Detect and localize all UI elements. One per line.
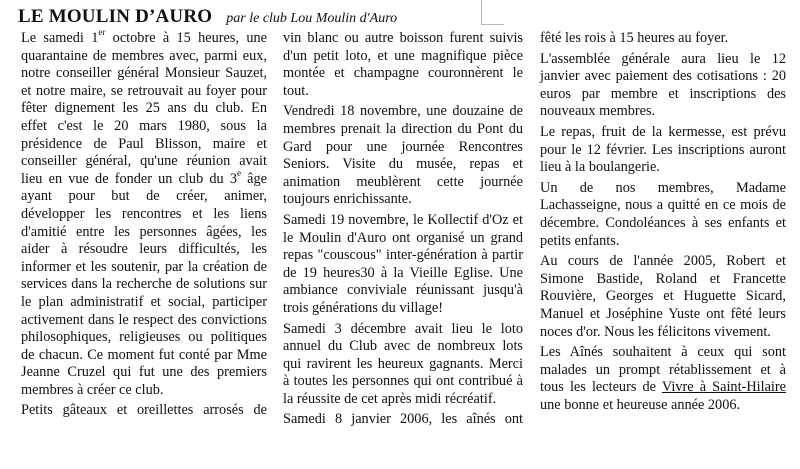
- paragraph-kings: fêté les rois à 15 heures au foyer.: [540, 30, 729, 46]
- paragraph-pont-du-gard: Vendredi 18 novembre, une douzaine de membres prenait la direction du Pont du Gard pour une journée Rencontres Seniors. Visite du musée, repas et animation meublèrent cette journée toujours enrichissante.: [283, 103, 523, 208]
- paragraph-meal: Le repas, fruit de la kermesse, est prévu pour le 12 février. Les inscriptions auront lieu à la boulangerie.: [540, 123, 786, 176]
- column-3: [540, 30, 786, 417]
- paragraph-golden-weddings: Au cours de l'année 2005, Robert et Simone Bastide, Roland et Francette Rouvière, Georges et Huguette Sicard, Manuel et Joséphine Yuste ont fêté leurs noces d'or. Nous les félicitons vivement.: [540, 253, 786, 340]
- paragraph-condolences: Un de nos membres, Madame Lachasseigne, nous a quitté en ce mois de décembre. Condoléances à ses enfants et petits enfants.: [540, 179, 786, 249]
- article-title: LE MOULIN D’AURO: [18, 6, 213, 27]
- paragraph-refreshments: Petits gâteaux et oreillettes arrosés de: [21, 402, 267, 419]
- column-2: [283, 30, 523, 432]
- paragraph-wishes: [540, 344, 786, 414]
- paragraph-couscous: Samedi 19 novembre, le Kollectif d'Oz et le Moulin d'Auro ont organisé un grand repas "couscous" inter-génération à partir de 19 heures30 à la Vieille Eglise. Une ambiance conviviale réunissant jusqu'à trois générations du village!: [283, 211, 523, 316]
- publication-title: Vivre à Saint-Hilaire: [661, 379, 787, 396]
- paragraph-january: Samedi 8 janvier 2006, les aînés ont: [283, 411, 523, 428]
- text-fragment: Les Aînés souhaitent à ceux qui sont malades un prompt rétablissement et à tous les lecteurs de: [540, 344, 786, 396]
- paragraph-anniversary: [21, 27, 267, 399]
- article-byline: par le club Lou Moulin d'Auro: [226, 11, 398, 26]
- article-header: [18, 6, 397, 28]
- superscript: er: [98, 27, 106, 38]
- text-fragment: octobre à 15 heures, une quarantaine de membres avec, parmi eux, notre conseiller général Monsieur Sauzet, et notre maire, se retrouvait au foyer pour fêter dignement les 25 ans du club. En effet c'est le 20 mars 1980, sous la présidence de Paul Blisson, maire et conseiller général, qu'une réunion avait lieu en vue de fonder un club du 3: [21, 30, 267, 187]
- column-1: [21, 27, 267, 423]
- corner-mark: [481, 0, 504, 25]
- paragraph-annual-loto: Samedi 3 décembre avait lieu le loto annuel du Club avec de nombreux lots qui ravirent les heureux gagnants. Merci à toutes les personnes qui ont contribué à la réussite de cet après midi récréatif.: [283, 320, 523, 407]
- superscript: e: [237, 167, 241, 178]
- text-fragment: une bonne et heureuse année 2006.: [540, 396, 741, 413]
- paragraph-loto: vin blanc ou autre boisson furent suivis d'un petit loto, et une magnifique pièce montée et champagne couronnèrent le tout.: [283, 30, 523, 99]
- text-fragment: Le samedi 1: [21, 30, 99, 46]
- text-fragment: âge ayant pour but de créer, animer, développer les rencontres et les liens d'amitié entre les personnes âgées, les aider à résoudre leurs difficultés, les informer et les soutenir, par la création de services dans la recherche de solutions sur le plan administratif et social, participer activement dans le respect des convictions philosophiques, religieuses ou politiques de chacun. Ce moment fut conté par Mme Jeanne Cruzel qui fut une des premiers membres à créer ce club.: [21, 170, 267, 398]
- paragraph-assembly: L'assemblée générale aura lieu le 12 janvier avec paiement des cotisations : 20 euros par membre et inscriptions des nouveaux membres.: [540, 50, 786, 120]
